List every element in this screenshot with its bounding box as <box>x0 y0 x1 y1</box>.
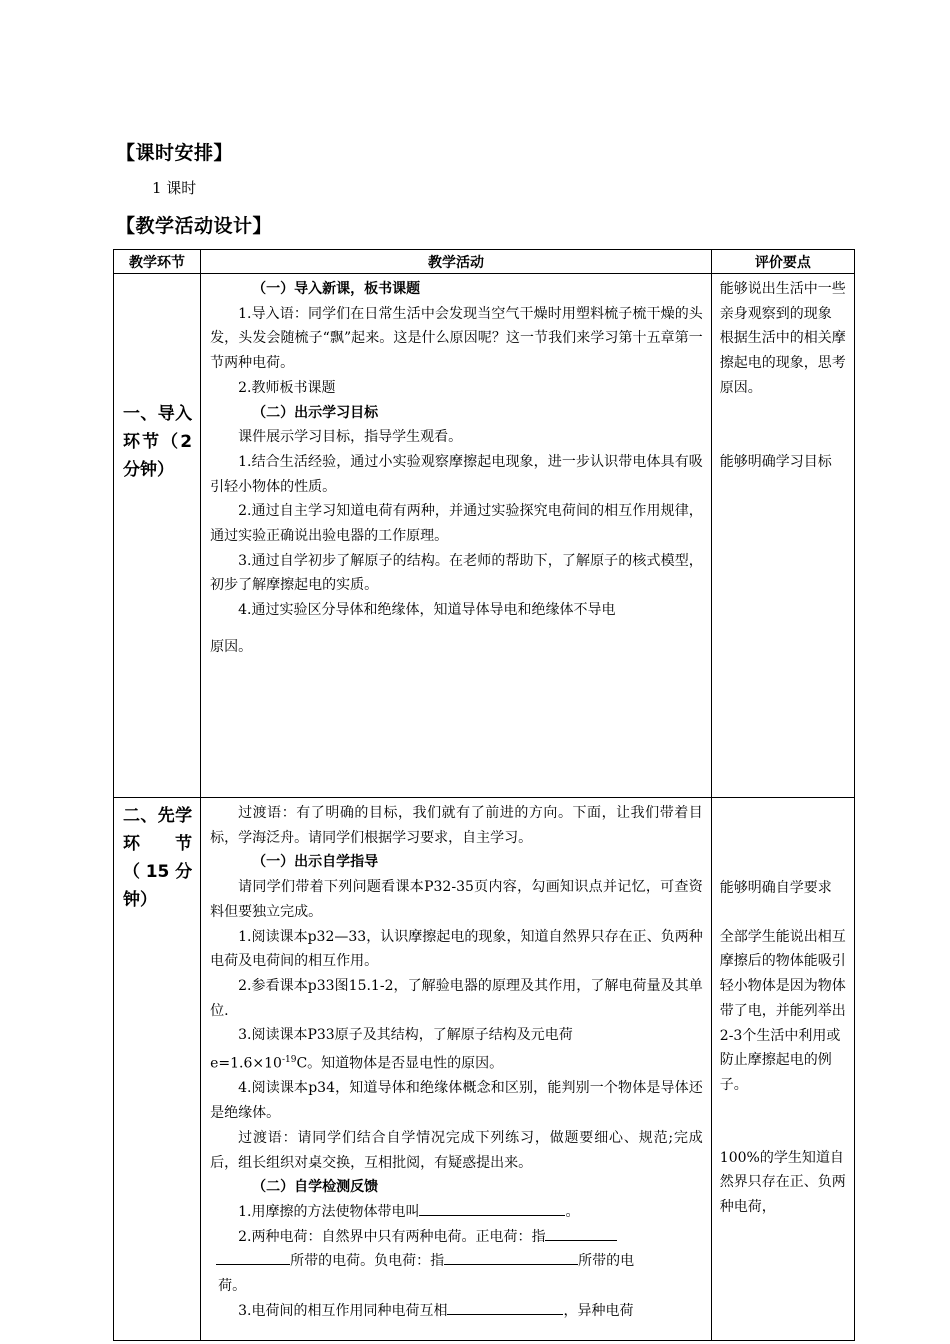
answer-blank[interactable] <box>545 1226 617 1241</box>
paragraph: 1.阅读课本p32—33，认识摩擦起电的现象，知道自然界只存在正、负两种电荷及电荷间的相互作用。 <box>210 928 703 970</box>
activity-table <box>113 249 855 1341</box>
table-header-row <box>114 250 855 274</box>
answer-blank[interactable] <box>216 1250 290 1265</box>
answer-blank[interactable] <box>419 1201 565 1216</box>
paragraph: 1.结合生活经验，通过小实验观察摩擦起电现象，进一步认识带电体具有吸引轻小物体的性质。 <box>210 453 703 495</box>
section-heading: （一）出示自学指导 <box>252 854 379 871</box>
paragraph: 原因。 <box>210 638 253 655</box>
table-row <box>114 798 855 1341</box>
exercise-text: 。 <box>565 1203 580 1220</box>
header-evaluation: 评价要点 <box>711 250 854 274</box>
answer-blank[interactable] <box>447 1300 563 1315</box>
schedule-value: 1 课时 <box>152 179 197 197</box>
section-heading: （一）导入新课，板书课题 <box>252 281 421 297</box>
exercise-line: 荷。 <box>218 1278 247 1295</box>
section-heading: （二）自学检测反馈 <box>252 1179 379 1196</box>
stage-cell: 一、导入环节（2分钟） <box>114 274 201 798</box>
formula-unit: C。知道物体是否显电性的原因。 <box>296 1055 504 1072</box>
exercise-text: 2.两种电荷：自然界中只有两种电荷。正电荷：指 <box>238 1228 546 1245</box>
exercise-line <box>210 1299 703 1324</box>
paragraph: 过渡语：有了明确的目标，我们就有了前进的方向。下面，让我们带着目标，学海泛舟。请同学们根据学习要求，自主学习。 <box>210 805 703 846</box>
paragraph: 1.导入语：同学们在日常生活中会发现当空气干燥时用塑料梳子梳干燥的头发，头发会随梳子“飘”起来。这是什么原因呢？这一节我们来学习第十五章第一节两种电荷。 <box>210 305 703 372</box>
exercise-text: 所带的电荷。负电荷：指 <box>290 1253 445 1270</box>
exercise-text: 1.用摩擦的方法使物体带电叫 <box>238 1203 420 1220</box>
formula-text: e=1.6×10 <box>210 1055 282 1072</box>
activity-cell <box>201 274 712 798</box>
activity-cell <box>201 798 712 1341</box>
paragraph: 3.通过自学初步了解原子的结构。在老师的帮助下，了解原子的核式模型， 初步了解摩擦起电的实质。 <box>210 552 703 594</box>
exercise-line <box>210 1225 703 1250</box>
evaluation-text: 能够说出生活中一些亲身观察到的现象 <box>719 281 846 322</box>
section-heading: （二）出示学习目标 <box>252 404 379 421</box>
evaluation-text: 全部学生能说出相互摩擦后的物体能吸引轻小物体是因为物体带了电，并能列举出2-3个生活中利用或防止摩擦起电的例子。 <box>719 928 846 1093</box>
header-stage: 教学环节 <box>114 250 201 274</box>
paragraph: 2.教师板书课题 <box>238 379 336 396</box>
paragraph: 4.阅读课本p34，知道导体和绝缘体概念和区别，能判别一个物体是导体还是绝缘体。 <box>210 1080 703 1122</box>
evaluation-text: 能够明确学习目标 <box>719 453 832 470</box>
paragraph: 3.阅读课本P33原子及其结构，了解原子结构及元电荷 <box>238 1027 573 1044</box>
paragraph: 2.通过自主学习知道电荷有两种，并通过实验探究电荷间的相互作用规律，通过实验正确说出验电器的工作原理。 <box>210 503 703 545</box>
answer-blank[interactable] <box>444 1250 578 1265</box>
paragraph: 过渡语：请同学们结合自学情况完成下列练习，做题要细心、规范;完成后，组长组织对桌交换，互相批阅，有疑惑提出来。 <box>210 1129 703 1171</box>
paragraph: 课件展示学习目标，指导学生观看。 <box>238 429 463 446</box>
paragraph <box>210 1048 703 1076</box>
exercise-text: 所带的电 <box>578 1253 635 1270</box>
evaluation-cell <box>711 798 854 1341</box>
paragraph: 4.通过实验区分导体和绝缘体，知道导体导电和绝缘体不导电 <box>238 602 616 619</box>
evaluation-cell <box>711 274 854 798</box>
header-activity: 教学活动 <box>201 250 712 274</box>
schedule-title: 【课时安排】 <box>116 142 234 164</box>
evaluation-text: 根据生活中的相关摩擦起电的现象，思考原因。 <box>719 330 846 396</box>
paragraph: 请同学们带着下列问题看课本P32-35页内容，勾画知识点并记忆，可查资料但要独立完成。 <box>210 879 703 920</box>
exercise-line <box>210 1200 703 1225</box>
formula-exponent: -19 <box>281 1055 297 1066</box>
exercise-text: 3.电荷间的相互作用同种电荷互相 <box>238 1302 448 1319</box>
evaluation-text: 100%的学生知道自然界只存在正、负两种电荷， <box>719 1149 846 1216</box>
paragraph: 2.参看课本p33图15.1-2，了解验电器的原理及其作用，了解电荷量及其单位. <box>210 977 703 1019</box>
exercise-text: ，异种电荷 <box>563 1302 634 1319</box>
exercise-line <box>210 1249 703 1274</box>
stage-cell: 二、先学环节（15分钟） <box>114 798 201 1341</box>
table-row <box>114 274 855 798</box>
design-title: 【教学活动设计】 <box>116 215 273 237</box>
evaluation-text: 能够明确自学要求 <box>719 880 832 896</box>
